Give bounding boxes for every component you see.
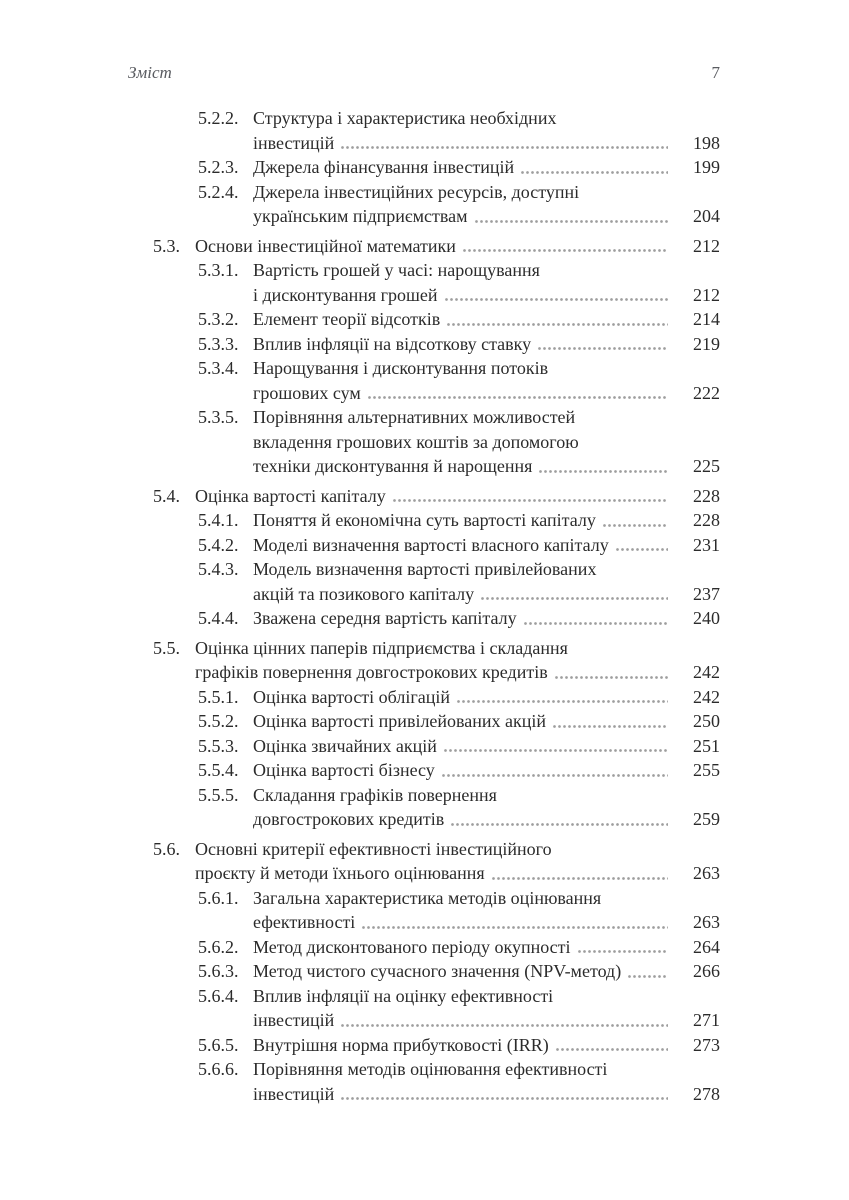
toc-entry	[128, 180, 720, 229]
folio-page-number: 7	[711, 63, 720, 82]
toc-entry-line	[253, 454, 720, 479]
toc-entry-page: 219	[693, 333, 720, 354]
toc-entry-number: 5.5.2.	[198, 711, 239, 731]
toc-entry-page: 198	[693, 132, 720, 153]
toc-entry-page: 228	[693, 485, 720, 506]
toc-entry	[128, 758, 720, 783]
toc-entry	[128, 307, 720, 332]
toc-entry-text: грошових сум	[253, 382, 361, 403]
dot-leader	[492, 877, 668, 880]
dot-leader	[341, 1024, 668, 1027]
dot-leader	[521, 171, 668, 174]
toc-entry	[128, 155, 720, 180]
toc-entry-text: і дисконтування грошей	[253, 284, 438, 305]
toc-entry-page: 264	[693, 936, 720, 957]
toc-entry-text: графіків повернення довгострокових кредитів	[195, 662, 548, 682]
toc-entry-line	[253, 430, 720, 455]
toc-entry-number: 5.6.4.	[198, 985, 239, 1006]
toc-entry-text: Оцінка вартості бізнесу	[253, 760, 435, 780]
toc-entry-page: 263	[693, 863, 720, 883]
toc-entry-number: 5.6.6.	[198, 1059, 239, 1079]
toc-entry-page: 214	[693, 309, 720, 329]
toc-entry-number: 5.6.3.	[198, 961, 239, 981]
toc-entry	[128, 935, 720, 960]
toc-entry-text: Вплив інфляції на оцінку ефективності	[253, 985, 554, 1006]
toc-entry-line	[253, 155, 720, 180]
toc-entry-number: 5.3.4.	[198, 358, 239, 378]
toc-entry	[128, 234, 720, 259]
dot-leader	[538, 347, 668, 350]
toc-entry-text: Моделі визначення вартості власного капіталу	[253, 534, 609, 555]
toc-entry-line	[253, 910, 720, 935]
toc-entry-text: акцій та позикового капіталу	[253, 583, 475, 604]
toc-entry-text: Складання графіків повернення	[253, 784, 497, 805]
toc-entry-page: 231	[693, 534, 720, 555]
toc-entry-text: Оцінка цінних паперів підприємства і складання	[195, 637, 568, 658]
toc-entry	[128, 484, 720, 509]
toc-entry-number: 5.3.5.	[198, 407, 239, 427]
toc-entry-line	[195, 484, 720, 509]
toc-entry-line	[253, 734, 720, 759]
toc-entry-page: 212	[693, 235, 720, 256]
toc-entry-text: Елемент теорії відсотків	[253, 309, 441, 329]
dot-leader	[524, 622, 668, 625]
toc-entry-text: Метод дисконтованого періоду окупності	[253, 936, 571, 957]
toc-entry-line	[253, 1033, 720, 1058]
toc-entry-page: 228	[693, 510, 720, 530]
toc-entry-page: 273	[693, 1034, 720, 1055]
table-of-contents	[128, 106, 720, 1106]
toc-entry-line	[253, 1082, 720, 1107]
dot-leader	[368, 396, 668, 399]
toc-entry-number: 5.5.	[153, 637, 180, 658]
toc-entry-number: 5.3.	[153, 235, 180, 256]
toc-entry-page: 199	[693, 157, 720, 177]
toc-entry-number: 5.3.3.	[198, 333, 239, 354]
toc-entry-text: Внутрішня норма прибутковості (IRR)	[253, 1034, 549, 1055]
toc-entry-text: Оцінка вартості капіталу	[195, 485, 386, 506]
toc-entry-text: Джерела фінансування інвестицій	[253, 157, 515, 177]
dot-leader	[628, 975, 668, 978]
toc-entry-line	[253, 984, 720, 1009]
toc-entry-page: 237	[693, 583, 720, 604]
toc-entry-body	[128, 234, 720, 259]
toc-entry-text: Порівняння альтернативних можливостей	[253, 407, 576, 427]
dot-leader	[341, 1097, 668, 1100]
toc-entry-line	[253, 582, 720, 607]
toc-entry-text: проєкту й методи їхнього оцінювання	[195, 863, 485, 883]
running-title: Зміст	[128, 63, 172, 82]
toc-entry-line	[253, 783, 720, 808]
toc-entry-page: 225	[693, 456, 720, 476]
toc-entry-line	[195, 660, 720, 685]
toc-entry-number: 5.4.4.	[198, 608, 239, 628]
dot-leader	[578, 950, 668, 953]
dot-leader	[553, 725, 668, 728]
toc-entry-body	[128, 837, 720, 886]
toc-entry-number: 5.3.1.	[198, 260, 239, 280]
toc-entry-page: 242	[693, 662, 720, 682]
toc-entry-text: інвестицій	[253, 1010, 335, 1030]
toc-entry	[128, 533, 720, 558]
page-header	[128, 63, 720, 83]
toc-entry-text: Оцінка вартості привілейованих акцій	[253, 711, 547, 731]
toc-entry-page: 259	[693, 809, 720, 829]
toc-entry-line	[195, 861, 720, 886]
toc-entry-number: 5.4.	[153, 485, 180, 506]
toc-entry-page: 251	[693, 735, 720, 756]
dot-leader	[616, 548, 668, 551]
dot-leader	[445, 298, 668, 301]
toc-entry	[128, 106, 720, 155]
toc-entry-text: інвестицій	[253, 1083, 335, 1104]
toc-entry-text: Зважена середня вартість капіталу	[253, 608, 517, 628]
toc-entry-line	[253, 758, 720, 783]
toc-entry-number: 5.5.3.	[198, 735, 239, 756]
toc-entry	[128, 636, 720, 685]
toc-entry-line	[253, 508, 720, 533]
toc-entry-text: вкладення грошових коштів за допомогою	[253, 431, 579, 452]
dot-leader	[444, 749, 668, 752]
toc-entry	[128, 332, 720, 357]
toc-entry	[128, 606, 720, 631]
dot-leader	[539, 470, 668, 473]
toc-entry	[128, 405, 720, 479]
toc-entry-line	[253, 935, 720, 960]
toc-entry-line	[253, 332, 720, 357]
toc-entry	[128, 984, 720, 1033]
toc-entry-line	[253, 283, 720, 308]
dot-leader	[362, 926, 668, 929]
dot-leader	[393, 499, 668, 502]
toc-entry	[128, 1057, 720, 1106]
dot-leader	[451, 823, 668, 826]
toc-entry-text: Загальна характеристика методів оцінювання	[253, 887, 602, 908]
dot-leader	[442, 774, 668, 777]
toc-entry	[128, 1033, 720, 1058]
toc-entry-text: Метод чистого сучасного значення (NPV-метод)	[253, 961, 622, 981]
toc-entry-page: 204	[693, 206, 720, 226]
toc-entry-text: довгострокових кредитів	[253, 809, 445, 829]
toc-entry	[128, 783, 720, 832]
toc-entry-number: 5.4.1.	[198, 510, 239, 530]
dot-leader	[556, 1048, 668, 1051]
toc-entry-number: 5.3.2.	[198, 309, 239, 329]
toc-entry-number: 5.4.3.	[198, 559, 239, 579]
toc-entry-page: 240	[693, 608, 720, 628]
toc-entry-body	[128, 636, 720, 685]
dot-leader	[603, 524, 668, 527]
toc-entry-text: Основні критерії ефективності інвестиційного	[195, 838, 552, 859]
toc-entry-number: 5.2.3.	[198, 157, 239, 177]
toc-entry-page: 266	[693, 961, 720, 981]
toc-entry	[128, 959, 720, 984]
toc-entry-text: Порівняння методів оцінювання ефективності	[253, 1059, 608, 1079]
toc-entry-text: інвестицій	[253, 132, 335, 153]
toc-entry-text: Оцінка звичайних акцій	[253, 735, 437, 756]
toc-entry-line	[253, 1008, 720, 1033]
toc-entry-number: 5.6.5.	[198, 1034, 239, 1055]
toc-entry-page: 255	[693, 760, 720, 780]
toc-entry-line	[253, 307, 720, 332]
toc-entry-number: 5.6.1.	[198, 887, 239, 908]
toc-entry-line	[253, 533, 720, 558]
toc-entry-text: ефективності	[253, 912, 356, 932]
toc-entry-text: Вартість грошей у часі: нарощування	[253, 260, 540, 280]
toc-entry	[128, 709, 720, 734]
toc-entry-line	[195, 837, 720, 862]
toc-entry-text: Нарощування і дисконтування потоків	[253, 358, 549, 378]
toc-entry-line	[253, 180, 720, 205]
toc-entry-page: 250	[693, 711, 720, 731]
toc-entry-text: українським підприємствам	[253, 206, 468, 226]
toc-entry-line	[253, 1057, 720, 1082]
dot-leader	[341, 146, 668, 149]
toc-entry-page: 271	[693, 1010, 720, 1030]
toc-entry-number: 5.6.2.	[198, 936, 239, 957]
dot-leader	[555, 676, 668, 679]
toc-entry-line	[253, 685, 720, 710]
toc-entry-line	[253, 258, 720, 283]
toc-entry-page: 212	[693, 284, 720, 305]
toc-entry-page: 263	[693, 912, 720, 932]
toc-entry-text: Модель визначення вартості привілейованих	[253, 559, 597, 579]
toc-entry-text: Джерела інвестиційних ресурсів, доступні	[253, 181, 580, 202]
toc-entry-line	[195, 636, 720, 661]
toc-entry-text: техніки дисконтування й нарощення	[253, 456, 533, 476]
toc-entry-line	[253, 204, 720, 229]
toc-entry	[128, 837, 720, 886]
toc-entry-page: 278	[693, 1083, 720, 1104]
dot-leader	[481, 597, 668, 600]
toc-entry	[128, 685, 720, 710]
toc-entry-line	[253, 131, 720, 156]
toc-entry-text: Основи інвестиційної математики	[195, 235, 456, 256]
toc-entry-line	[253, 405, 720, 430]
dot-leader	[475, 220, 668, 223]
toc-entry-number: 5.4.2.	[198, 534, 239, 555]
toc-entry-line	[253, 106, 720, 131]
toc-entry-number: 5.2.2.	[198, 108, 239, 128]
toc-entry	[128, 557, 720, 606]
dot-leader	[463, 249, 668, 252]
toc-entry-line	[253, 381, 720, 406]
toc-entry	[128, 886, 720, 935]
toc-entry-number: 5.5.5.	[198, 784, 239, 805]
toc-entry	[128, 734, 720, 759]
toc-entry	[128, 508, 720, 533]
toc-entry-number: 5.5.4.	[198, 760, 239, 780]
toc-entry-page: 242	[693, 686, 720, 707]
toc-entry-text: Поняття й економічна суть вартості капіталу	[253, 510, 596, 530]
toc-entry-line	[253, 886, 720, 911]
toc-entry-line	[253, 807, 720, 832]
toc-entry	[128, 258, 720, 307]
toc-entry-number: 5.5.1.	[198, 686, 239, 707]
toc-entry-line	[253, 557, 720, 582]
dot-leader	[457, 700, 668, 703]
toc-entry-number: 5.2.4.	[198, 181, 239, 202]
toc-entry-page: 222	[693, 382, 720, 403]
dot-leader	[447, 323, 668, 326]
toc-entry-line	[253, 959, 720, 984]
toc-entry-line	[253, 709, 720, 734]
toc-entry-body	[128, 484, 720, 509]
toc-entry-number: 5.6.	[153, 838, 180, 859]
toc-entry-text: Вплив інфляції на відсоткову ставку	[253, 333, 532, 354]
toc-entry	[128, 356, 720, 405]
toc-entry-line	[253, 356, 720, 381]
toc-entry-text: Структура і характеристика необхідних	[253, 108, 557, 128]
toc-entry-line	[253, 606, 720, 631]
toc-entry-text: Оцінка вартості облігацій	[253, 686, 451, 707]
toc-entry-line	[195, 234, 720, 259]
